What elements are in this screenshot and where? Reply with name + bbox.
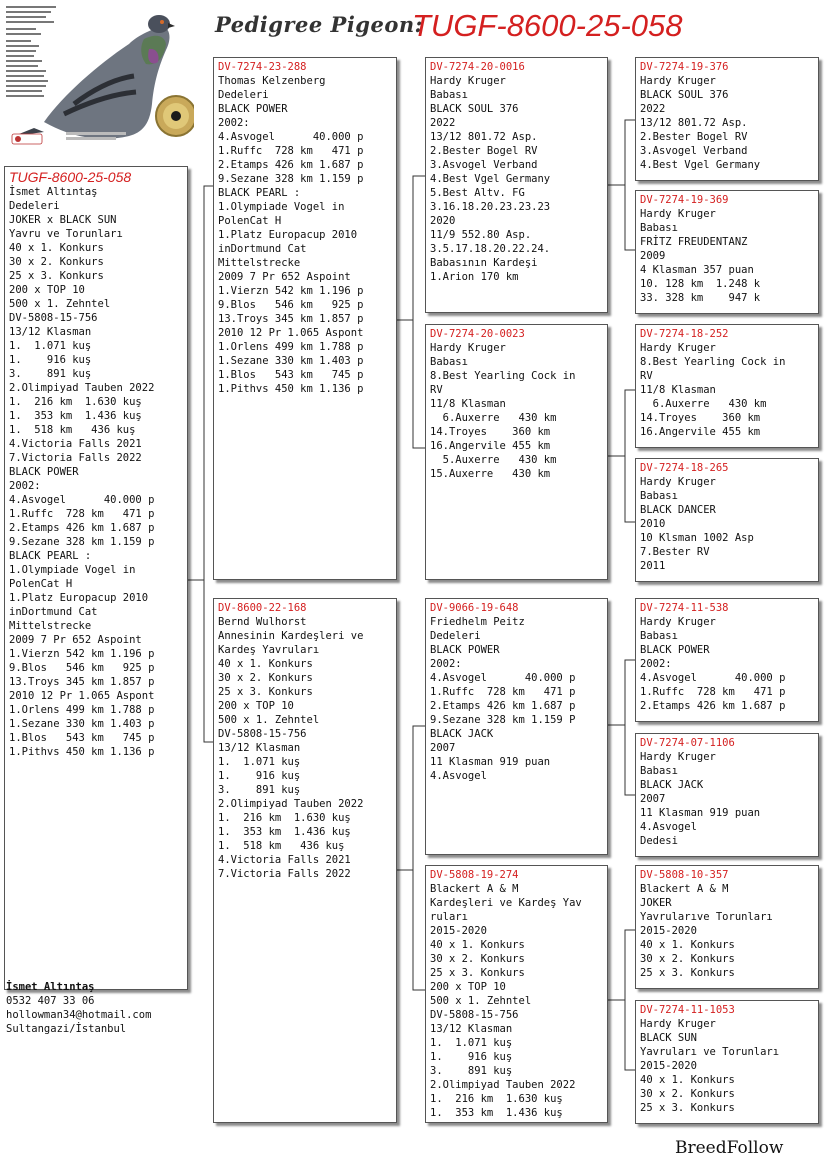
- dam-details: [218, 615, 392, 881]
- detail-line: 4.Asvogel 40.000 p: [218, 131, 364, 143]
- detail-line: 4.Asvogel: [640, 821, 697, 833]
- detail-line: 2002:: [218, 117, 250, 129]
- detail-line: Dedeleri: [430, 630, 481, 642]
- detail-line: JOKER: [640, 897, 672, 909]
- detail-line: 13/12 801.72 Asp.: [640, 117, 748, 129]
- detail-line: Hardy Kruger: [430, 342, 506, 354]
- pedigree-subject-box[interactable]: [4, 166, 188, 990]
- detail-line: 4.Best Vgel Germany: [430, 173, 551, 185]
- detail-line: Mittelstrecke: [218, 257, 301, 269]
- detail-line: DV-5808-15-756: [218, 728, 307, 740]
- detail-line: 25 x 3. Konkurs: [218, 686, 313, 698]
- detail-line: ruları: [430, 911, 468, 923]
- detail-line: 5.Best Altv. FG: [430, 187, 525, 199]
- detail-line: 11 Klasman 919 puan: [430, 756, 551, 768]
- detail-line: Thomas Kelzenberg: [218, 75, 326, 87]
- detail-line: 1.Olympiade Vogel in: [218, 201, 345, 213]
- detail-line: Blackert A & M: [640, 883, 729, 895]
- detail-line: Babası: [430, 356, 468, 368]
- detail-line: 13/12 Klasman: [9, 326, 92, 338]
- detail-line: 9.Blos 546 km 925 p: [218, 299, 364, 311]
- detail-line: Kardeş Yavruları: [218, 644, 320, 656]
- detail-line: 500 x 1. Zehntel: [430, 995, 532, 1007]
- detail-line: BLACK POWER: [218, 103, 288, 115]
- detail-line: 2020: [430, 215, 456, 227]
- detail-line: 9.Sezane 328 km 1.159 p: [9, 536, 155, 548]
- detail-line: 11/8 Klasman: [430, 398, 506, 410]
- detail-line: 200 x TOP 10: [9, 284, 85, 296]
- detail-line: Hardy Kruger: [640, 751, 716, 763]
- detail-line: Dedeleri: [9, 200, 60, 212]
- ssd-ring: DV-7274-19-369: [640, 194, 729, 206]
- detail-line: Annesinin Kardeşleri ve: [218, 630, 364, 642]
- ds-ring: DV-9066-19-648: [430, 602, 519, 614]
- detail-line: Babası: [430, 89, 468, 101]
- pedigree-ddd-box[interactable]: [635, 1000, 819, 1124]
- pedigree-sds-box[interactable]: [635, 324, 819, 448]
- sire-details: [218, 74, 392, 396]
- detail-line: 2010 12 Pr 1.065 Aspont: [9, 690, 155, 702]
- breeder-contact: [6, 980, 151, 1036]
- detail-line: 1.Blos 543 km 745 p: [218, 369, 364, 381]
- sd-ring: DV-7274-20-0023: [430, 328, 525, 340]
- detail-line: BLACK PEARL :: [9, 550, 92, 562]
- detail-line: 25 x 3. Konkurs: [430, 967, 525, 979]
- detail-line: 13.Troys 345 km 1.857 p: [218, 313, 364, 325]
- sdd-ring: DV-7274-18-265: [640, 462, 729, 474]
- detail-line: 2.Etamps 426 km 1.687 p: [640, 700, 786, 712]
- detail-line: Yavrularıve Torunları: [640, 911, 773, 923]
- pedigree-sss-box[interactable]: [635, 57, 819, 181]
- dss-details: [640, 615, 814, 713]
- detail-line: Bernd Wulhorst: [218, 616, 307, 628]
- detail-line: 40 x 1. Konkurs: [640, 939, 735, 951]
- detail-line: 2015-2020: [430, 925, 487, 937]
- detail-line: Yavruları ve Torunları: [640, 1046, 780, 1058]
- detail-line: 4.Asvogel 40.000 p: [9, 494, 155, 506]
- detail-line: BLACK SOUL 376: [640, 89, 729, 101]
- detail-line: Hardy Kruger: [430, 75, 506, 87]
- sds-details: [640, 341, 814, 439]
- detail-line: Babası: [640, 222, 678, 234]
- detail-line: Hardy Kruger: [640, 616, 716, 628]
- detail-line: Hardy Kruger: [640, 208, 716, 220]
- detail-line: 13/12 Klasman: [218, 742, 301, 754]
- dds-ring: DV-5808-10-357: [640, 869, 729, 881]
- detail-line: 1. 518 km 436 kuş: [218, 840, 345, 852]
- detail-line: 10. 128 km 1.248 k: [640, 278, 761, 290]
- detail-line: 30 x 2. Konkurs: [640, 953, 735, 965]
- detail-line: Babası: [640, 630, 678, 642]
- detail-line: 2002:: [640, 658, 672, 670]
- ddd-ring: DV-7274-11-1053: [640, 1004, 735, 1016]
- detail-line: 16.Angervile 455 km: [430, 440, 551, 452]
- detail-line: 1. 916 kuş: [430, 1051, 513, 1063]
- detail-line: 8.Best Yearling Cock in: [430, 370, 576, 382]
- detail-line: 200 x TOP 10: [430, 981, 506, 993]
- detail-line: 14.Troyes 360 km: [640, 412, 761, 424]
- detail-line: 40 x 1. Konkurs: [9, 242, 104, 254]
- detail-line: 1.Platz Europacup 2010: [218, 229, 358, 241]
- detail-line: Mittelstrecke: [9, 620, 92, 632]
- detail-line: 2010: [640, 518, 666, 530]
- dds-details: [640, 882, 814, 980]
- pedigree-dam-box[interactable]: [213, 598, 397, 1123]
- detail-line: Dedeleri: [218, 89, 269, 101]
- detail-line: 13/12 801.72 Asp.: [430, 131, 538, 143]
- detail-line: Hardy Kruger: [640, 1018, 716, 1030]
- detail-line: 4.Victoria Falls 2021: [218, 854, 351, 866]
- detail-line: 9.Sezane 328 km 1.159 P: [430, 714, 576, 726]
- detail-line: BLACK POWER: [430, 644, 500, 656]
- ss-ring: DV-7274-20-0016: [430, 61, 525, 73]
- pedigree-sd-box[interactable]: [425, 324, 608, 580]
- sdd-details: [640, 475, 814, 573]
- sire-ring: DV-7274-23-288: [218, 61, 307, 73]
- detail-line: 4 Klasman 357 puan: [640, 264, 754, 276]
- detail-line: 4.Asvogel 40.000 p: [430, 672, 576, 684]
- detail-line: 3.Asvogel Verband: [430, 159, 538, 171]
- detail-line: 25 x 3. Konkurs: [9, 270, 104, 282]
- detail-line: 1.Sezane 330 km 1.403 p: [218, 355, 364, 367]
- sss-details: [640, 74, 814, 172]
- detail-line: BLACK POWER: [640, 644, 710, 656]
- detail-line: 3.5.17.18.20.22.24.: [430, 243, 551, 255]
- detail-line: 1.Platz Europacup 2010: [9, 592, 149, 604]
- detail-line: 2002:: [430, 658, 462, 670]
- pedigree-sdd-box[interactable]: [635, 458, 819, 582]
- detail-line: 30 x 2. Konkurs: [640, 1088, 735, 1100]
- detail-line: 1. 1.071 kuş: [9, 340, 92, 352]
- detail-line: 9.Sezane 328 km 1.159 p: [218, 173, 364, 185]
- detail-line: 40 x 1. Konkurs: [640, 1074, 735, 1086]
- ss-details: [430, 74, 603, 284]
- detail-line: 16.Angervile 455 km: [640, 426, 761, 438]
- detail-line: 500 x 1. Zehntel: [9, 298, 111, 310]
- detail-line: 2015-2020: [640, 1060, 697, 1072]
- breeder-name: İsmet Altıntaş: [6, 981, 95, 993]
- dss-ring: DV-7274-11-538: [640, 602, 729, 614]
- detail-line: 1.Orlens 499 km 1.788 p: [9, 704, 155, 716]
- detail-line: 2011: [640, 560, 666, 572]
- detail-line: 2.Bester Bogel RV: [430, 145, 538, 157]
- detail-line: 1. 1.071 kuş: [430, 1037, 513, 1049]
- pedigree-dss-box[interactable]: [635, 598, 819, 722]
- detail-line: Kardeşleri ve Kardeş Yav: [430, 897, 582, 909]
- detail-line: 1. 1.071 kuş: [218, 756, 301, 768]
- subject-ring: TUGF-8600-25-058: [9, 169, 132, 185]
- detail-line: 15.Auxerre 430 km: [430, 468, 551, 480]
- detail-line: 4.Asvogel: [430, 770, 487, 782]
- detail-line: 30 x 2. Konkurs: [218, 672, 313, 684]
- detail-line: Yavru ve Torunları: [9, 228, 123, 240]
- ddd-details: [640, 1017, 814, 1115]
- detail-line: 1.Orlens 499 km 1.788 p: [218, 341, 364, 353]
- page-title-ring: TUGF-8600-25-058: [412, 8, 683, 43]
- detail-line: 2009 7 Pr 652 Aspoint: [9, 634, 142, 646]
- pedigree-ssd-box[interactable]: [635, 190, 819, 314]
- breeder-email[interactable]: hollowman34@hotmail.com: [6, 1009, 152, 1021]
- detail-line: 2009 7 Pr 652 Aspoint: [218, 271, 351, 283]
- subject-details: [9, 185, 183, 759]
- detail-line: 13.Troys 345 km 1.857 p: [9, 676, 155, 688]
- detail-line: 40 x 1. Konkurs: [218, 658, 313, 670]
- detail-line: 3.Asvogel Verband: [640, 145, 748, 157]
- detail-line: 1.Olympiade Vogel in: [9, 564, 136, 576]
- pedigree-dsd-box[interactable]: [635, 733, 819, 857]
- detail-line: 2002:: [9, 480, 41, 492]
- detail-line: 1.Ruffc 728 km 471 p: [218, 145, 364, 157]
- detail-line: RV: [430, 384, 443, 396]
- sd-details: [430, 341, 603, 481]
- detail-line: RV: [640, 370, 653, 382]
- detail-line: PolenCat H: [218, 215, 282, 227]
- detail-line: FRİTZ FREUDENTANZ: [640, 236, 748, 248]
- detail-line: 1. 353 km 1.436 kuş: [9, 410, 142, 422]
- detail-line: PolenCat H: [9, 578, 73, 590]
- detail-line: 1.Arion 170 km: [430, 271, 519, 283]
- detail-line: 1. 916 kuş: [218, 770, 301, 782]
- detail-line: Hardy Kruger: [640, 75, 716, 87]
- detail-line: BLACK JACK: [430, 728, 494, 740]
- detail-line: DV-5808-15-756: [430, 1009, 519, 1021]
- ssd-details: [640, 207, 814, 305]
- detail-line: 6.Auxerre 430 km: [430, 412, 557, 424]
- detail-line: 2007: [640, 793, 666, 805]
- detail-line: Dedesi: [640, 835, 678, 847]
- detail-line: 7.Bester RV: [640, 546, 710, 558]
- detail-line: 3.16.18.20.23.23.23: [430, 201, 551, 213]
- pedigree-dd-box[interactable]: [425, 865, 608, 1123]
- detail-line: DV-5808-15-756: [9, 312, 98, 324]
- detail-line: 2010 12 Pr 1.065 Aspont: [218, 327, 364, 339]
- detail-line: 1.Pithvs 450 km 1.136 p: [218, 383, 364, 395]
- detail-line: 1. 216 km 1.630 kuş: [9, 396, 142, 408]
- detail-line: 2.Olimpiyad Tauben 2022: [430, 1079, 576, 1091]
- detail-line: 4.Victoria Falls 2021: [9, 438, 142, 450]
- detail-line: 6.Auxerre 430 km: [640, 398, 767, 410]
- detail-line: 1.Sezane 330 km 1.403 p: [9, 718, 155, 730]
- dam-ring: DV-8600-22-168: [218, 602, 307, 614]
- detail-line: 8.Best Yearling Cock in: [640, 356, 786, 368]
- pedigree-sire-box[interactable]: [213, 57, 397, 580]
- detail-line: 1.Vierzn 542 km 1.196 p: [218, 285, 364, 297]
- footer-brand: BreedFollow: [675, 1138, 784, 1158]
- detail-line: 2022: [640, 103, 666, 115]
- detail-line: 1. 216 km 1.630 kuş: [218, 812, 351, 824]
- detail-line: 500 x 1. Zehntel: [218, 714, 320, 726]
- detail-line: 4.Asvogel 40.000 p: [640, 672, 786, 684]
- detail-line: 1.Pithvs 450 km 1.136 p: [9, 746, 155, 758]
- detail-line: Hardy Kruger: [640, 342, 716, 354]
- detail-line: İsmet Altıntaş: [9, 186, 98, 198]
- detail-line: 25 x 3. Konkurs: [640, 967, 735, 979]
- detail-line: Blackert A & M: [430, 883, 519, 895]
- detail-line: 2007: [430, 742, 456, 754]
- detail-line: 9.Blos 546 km 925 p: [9, 662, 155, 674]
- breeder-city: Sultangazi/İstanbul: [6, 1023, 127, 1035]
- detail-line: BLACK SUN: [640, 1032, 697, 1044]
- detail-line: 2.Olimpiyad Tauben 2022: [9, 382, 155, 394]
- detail-line: 11/9 552.80 Asp.: [430, 229, 532, 241]
- detail-line: 5.Auxerre 430 km: [430, 454, 557, 466]
- detail-line: Babası: [640, 490, 678, 502]
- detail-line: 2.Etamps 426 km 1.687 p: [218, 159, 364, 171]
- detail-line: BLACK JACK: [640, 779, 704, 791]
- detail-line: 1. 216 km 1.630 kuş: [430, 1093, 563, 1105]
- detail-line: 1. 353 km 1.436 kuş: [218, 826, 351, 838]
- ds-details: [430, 615, 603, 783]
- detail-line: BLACK SOUL 376: [430, 103, 519, 115]
- detail-line: 30 x 2. Konkurs: [430, 953, 525, 965]
- detail-line: 30 x 2. Konkurs: [9, 256, 104, 268]
- detail-line: Babası: [640, 765, 678, 777]
- detail-line: 1.Blos 543 km 745 p: [9, 732, 155, 744]
- dd-details: [430, 882, 603, 1120]
- detail-line: 14.Troyes 360 km: [430, 426, 551, 438]
- detail-line: 2.Etamps 426 km 1.687 p: [9, 522, 155, 534]
- detail-line: 13/12 Klasman: [430, 1023, 513, 1035]
- detail-line: 1. 518 km 436 kuş: [9, 424, 136, 436]
- detail-line: 4.Best Vgel Germany: [640, 159, 761, 171]
- detail-line: 1.Vierzn 542 km 1.196 p: [9, 648, 155, 660]
- detail-line: 1.Ruffc 728 km 471 p: [9, 508, 155, 520]
- pedigree-dds-box[interactable]: [635, 865, 819, 989]
- detail-line: 1. 353 km 1.436 kuş: [430, 1107, 563, 1119]
- detail-line: BLACK POWER: [9, 466, 79, 478]
- sss-ring: DV-7274-19-376: [640, 61, 729, 73]
- detail-line: 200 x TOP 10: [218, 700, 294, 712]
- detail-line: Hardy Kruger: [640, 476, 716, 488]
- detail-line: 1.Ruffc 728 km 471 p: [640, 686, 786, 698]
- detail-line: 2.Etamps 426 km 1.687 p: [430, 700, 576, 712]
- detail-line: 2015-2020: [640, 925, 697, 937]
- detail-line: BLACK PEARL :: [218, 187, 301, 199]
- detail-line: 1. 916 kuş: [9, 354, 92, 366]
- detail-line: 3. 891 kuş: [430, 1065, 513, 1077]
- page-title-label: Pedigree Pigeon:: [215, 12, 423, 37]
- detail-line: Friedhelm Peitz: [430, 616, 525, 628]
- detail-line: 3. 891 kuş: [9, 368, 92, 380]
- dd-ring: DV-5808-19-274: [430, 869, 519, 881]
- detail-line: 2009: [640, 250, 666, 262]
- detail-line: 25 x 3. Konkurs: [640, 1102, 735, 1114]
- detail-line: 33. 328 km 947 k: [640, 292, 761, 304]
- detail-line: inDortmund Cat: [9, 606, 98, 618]
- breeder-phone: 0532 407 33 06: [6, 995, 95, 1007]
- detail-line: 2.Bester Bogel RV: [640, 131, 748, 143]
- sds-ring: DV-7274-18-252: [640, 328, 729, 340]
- detail-line: 3. 891 kuş: [218, 784, 301, 796]
- detail-line: 2022: [430, 117, 456, 129]
- pedigree-ss-box[interactable]: [425, 57, 608, 313]
- detail-line: BLACK DANCER: [640, 504, 716, 516]
- dsd-ring: DV-7274-07-1106: [640, 737, 735, 749]
- detail-line: 7.Victoria Falls 2022: [218, 868, 351, 880]
- detail-line: 10 Klsman 1002 Asp: [640, 532, 754, 544]
- detail-line: 11 Klasman 919 puan: [640, 807, 761, 819]
- detail-line: 11/8 Klasman: [640, 384, 716, 396]
- detail-line: 1.Ruffc 728 km 471 p: [430, 686, 576, 698]
- dsd-details: [640, 750, 814, 848]
- detail-line: 2.Olimpiyad Tauben 2022: [218, 798, 364, 810]
- detail-line: 40 x 1. Konkurs: [430, 939, 525, 951]
- detail-line: JOKER x BLACK SUN: [9, 214, 117, 226]
- detail-line: Babasının Kardeşi: [430, 257, 538, 269]
- detail-line: inDortmund Cat: [218, 243, 307, 255]
- detail-line: 7.Victoria Falls 2022: [9, 452, 142, 464]
- pedigree-ds-box[interactable]: [425, 598, 608, 855]
